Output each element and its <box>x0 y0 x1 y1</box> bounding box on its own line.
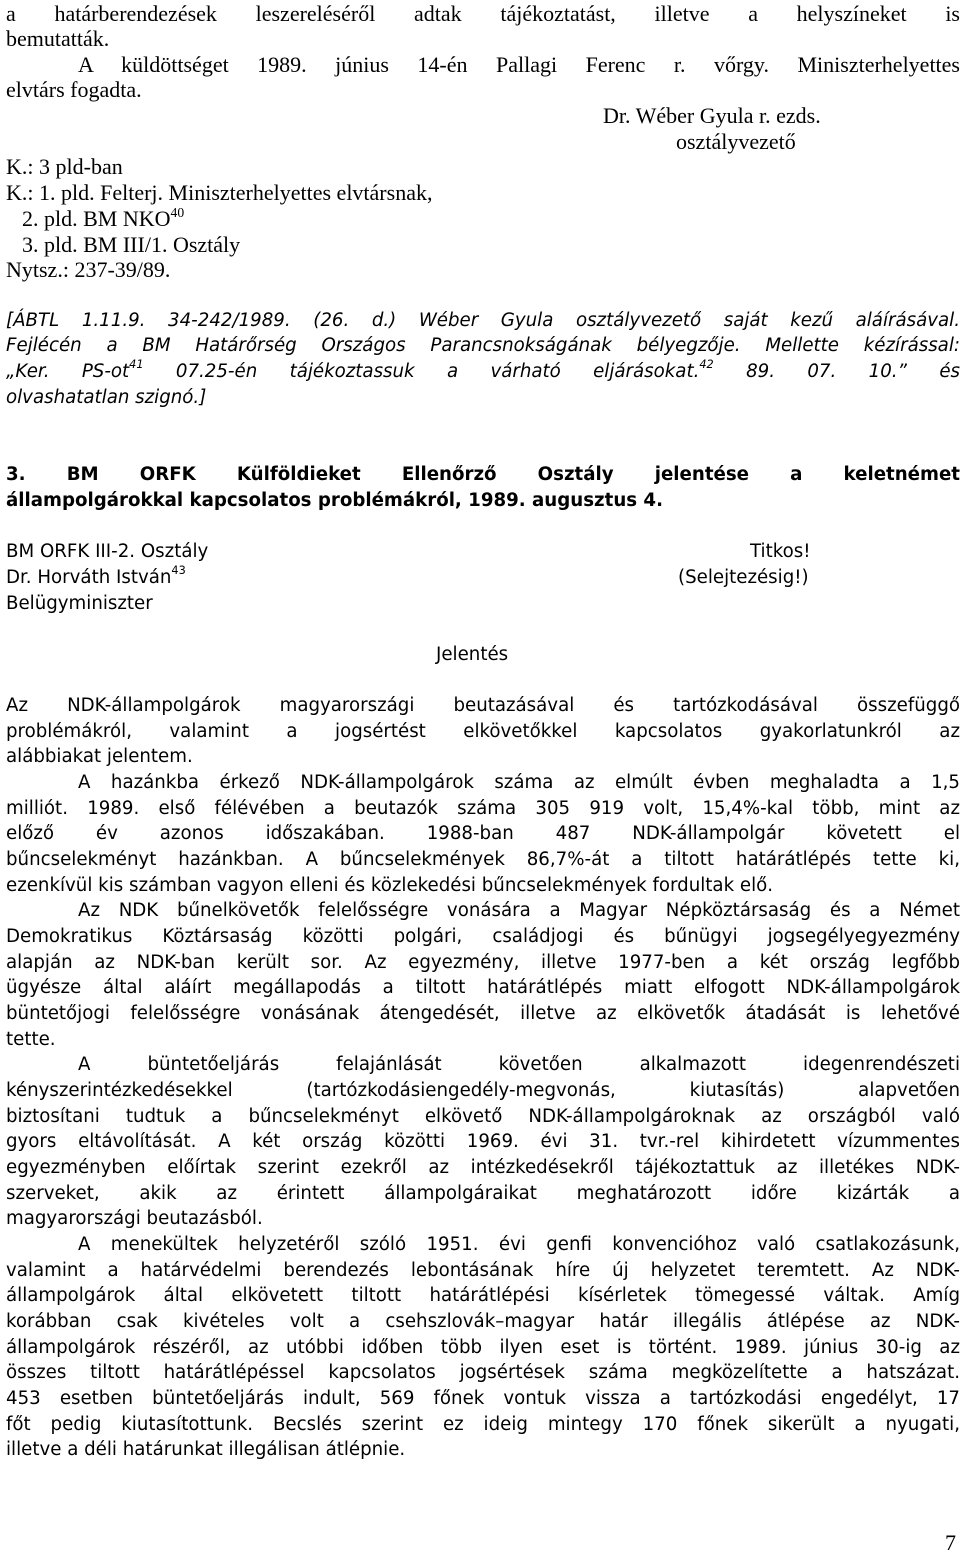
addressee-title: Belügyminiszter <box>6 593 153 614</box>
body-line: kényszerintézkedésekkel (tartózkodásiengedély-megvonás, kiutasítás) alapvetően <box>6 1080 960 1101</box>
signature-title: osztályvezető <box>676 129 796 154</box>
body-line: A hazánkba érkező NDK-állampolgárok száma az elmúlt évben meghaladta a 1,5 <box>78 772 960 793</box>
classification-label: Titkos! <box>750 541 811 562</box>
body-line: tette. <box>6 1029 56 1050</box>
footnote-ref: 43 <box>171 564 186 577</box>
intro-line: bemutatták. <box>6 26 110 51</box>
sender-line: BM ORFK III-2. Osztály <box>6 541 209 562</box>
section-heading: állampolgárokkal kapcsolatos problémákról, 1989. augusztus 4. <box>6 490 663 511</box>
body-line: szerveket, akik az érintett állampolgáraikat meghatározott időre kizárták a <box>6 1183 960 1204</box>
intro-line: A küldöttséget 1989. június 14-én Pallagi Ferenc r. vőrgy. Miniszterhelyettes <box>78 52 960 77</box>
footnote-ref: 41 <box>129 358 144 371</box>
body-line: állampolgárok részéről, az utóbbi időben több ilyen eset is történt. 1989. június 30-ig az <box>6 1337 960 1358</box>
intro-line: a határberendezések leszereléséről adtak tájékoztatást, illetve a helyszíneket is <box>6 1 960 26</box>
page-number: 7 <box>945 1530 956 1555</box>
body-line: büntetőjogi felelősségre vonásának átengedését, illetve az elkövetők átadását is lehetővé <box>6 1003 960 1024</box>
reference-number: Nytsz.: 237-39/89. <box>6 257 171 282</box>
addressee-line: Dr. Horváth István$^{43}$ <box>6 564 186 588</box>
body-line: problémákról, valamint a jogsértést elkövetőkkel kapcsolatos gyakorlatunkról az <box>6 721 960 742</box>
distribution-line: K.: 1. pld. Felterj. Miniszterhelyettes elvtársnak, <box>6 180 433 205</box>
body-line: biztosítani tudtuk a bűncselekményt elkövető NDK-állampolgároknak az országból való <box>6 1106 960 1127</box>
source-note-line: [ÁBTL 1.11.9. 34-242/1989. (26. d.) Wéber Gyula osztályvezető saját kezű aláírásával. <box>6 310 960 331</box>
footnote-ref: 42 <box>699 358 714 371</box>
body-line: milliót. 1989. első félévében a beutazók száma 305 919 volt, 15,4%-kal több, mint az <box>6 798 960 819</box>
body-line: alábbiakat jelentem. <box>6 746 193 767</box>
body-line: egyezményben előírtak szerint ezekről az intézkedésekről tájékoztattuk az illetékes NDK- <box>6 1157 960 1178</box>
body-line: korábban csak kivételes volt a csehszlovák–magyar határ illegális átlépése az NDK- <box>6 1311 960 1332</box>
section-heading: 3. BM ORFK Külföldieket Ellenőrző Osztály jelentése a keletnémet <box>6 464 960 485</box>
distribution-line: 2. pld. BM NKO$^{40}$ <box>22 205 185 231</box>
body-line: gyors eltávolítását. A két ország közötti 1969. évi 31. tvr.-rel kihirdetett vízummentes <box>6 1131 960 1152</box>
body-line: A menekültek helyzetéről szóló 1951. évi genfi konvencióhoz való csatlakozásunk, <box>78 1234 960 1255</box>
body-line: ezenkívül kis számban vagyon elleni és közlekedési bűncselekmények fordultak elő. <box>6 875 774 896</box>
body-line: bűncselekményt hazánkban. A bűncselekmények 86,7%-át a tiltott határátlépés tette ki, <box>6 849 960 870</box>
body-line: főt pedig kiutasítottunk. Becslés szerint ez ideig mintegy 170 főnek sikerült a nyugati, <box>6 1414 960 1435</box>
source-note-line: „Ker. $PS-ot^{41}$ 07.25-én tájékoztassuk a várható eljárásokat.$^{42}$ 89. 07. 10.” és <box>6 358 960 382</box>
body-line: illetve a déli határunkat illegálisan átlépnie. <box>6 1439 406 1460</box>
body-line: alapján az NDK-ban került sor. Az egyezmény, illetve 1977-ben a két ország legfőbb <box>6 952 960 973</box>
body-line: Demokratikus Köztársaság közötti polgári, családjogi és bűnügyi jogsegélyegyezmény <box>6 926 960 947</box>
body-line: ügyésze által aláírt megállapodás a tiltott határátlépés miatt elfogott NDK-állampolgárok <box>6 977 960 998</box>
body-line: valamint a határvédelmi berendezés lebontásának híre új helyzetet teremtett. Az NDK- <box>6 1260 960 1281</box>
distribution-line: K.: 3 pld-ban <box>6 154 123 179</box>
body-line: összes tiltott határátlépéssel kapcsolatos jogsértések száma megközelítette a hatszázat. <box>6 1362 960 1383</box>
body-line: magyarországi beutazásból. <box>6 1208 263 1229</box>
source-note-line: Fejlécén a BM Határőrség Országos Parancsnokságának bélyegzője. Mellette kézírással: <box>6 335 960 356</box>
body-line: A büntetőeljárás felajánlását követően alkalmazott idegenrendészeti <box>78 1054 960 1075</box>
body-line: állampolgárok által elkövetett tiltott határátlépési kísérletek tömegessé váltak. Amíg <box>6 1285 960 1306</box>
report-title: Jelentés <box>436 644 509 665</box>
body-line: Az NDK bűnelkövetők felelősségre vonására a Magyar Népköztársaság és a Német <box>78 900 960 921</box>
classification-note: (Selejtezésig!) <box>678 567 809 588</box>
body-line: előző év azonos időszakában. 1988-ban 487 NDK-állampolgár követett el <box>6 823 960 844</box>
body-line: 453 esetben büntetőeljárás indult, 569 főnek vontuk vissza a tartózkodási engedélyt, 17 <box>6 1388 960 1409</box>
distribution-line: 3. pld. BM III/1. Osztály <box>22 232 241 257</box>
source-note-line: olvashatatlan szignó.] <box>6 387 207 408</box>
intro-line: elvtárs fogadta. <box>6 77 142 102</box>
signature-name: Dr. Wéber Gyula r. ezds. <box>603 103 821 128</box>
body-line: Az NDK-állampolgárok magyarországi beutazásával és tartózkodásával összefüggő <box>6 695 960 716</box>
footnote-ref: 40 <box>170 205 185 220</box>
